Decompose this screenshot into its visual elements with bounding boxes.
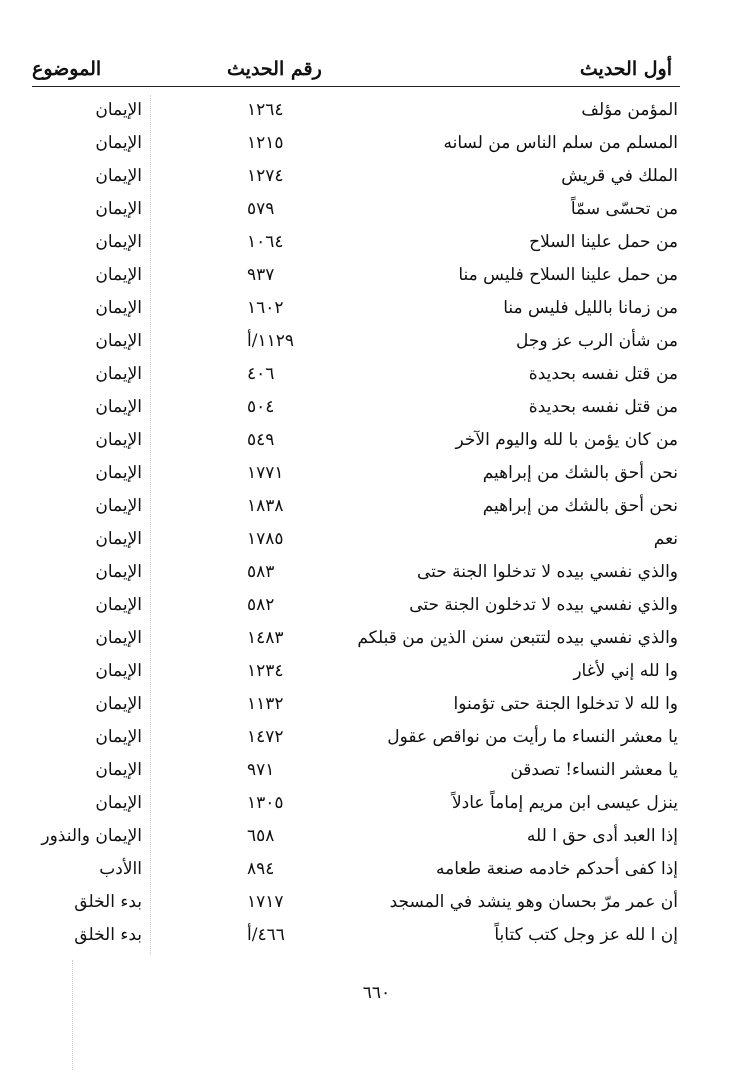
- hadith-opening: والذي نفسي بيده لا تدخلوا الجنة حتى: [416, 562, 678, 582]
- table-row: [32, 656, 680, 689]
- hadith-opening: والذي نفسي بيده لا تدخلون الجنة حتى: [409, 595, 678, 615]
- hadith-topic: الإيمان: [95, 133, 142, 153]
- hadith-topic: الإيمان: [95, 430, 142, 450]
- table-row: [32, 557, 680, 590]
- hadith-opening: يا معشر النساء! تصدقن: [510, 760, 678, 780]
- hadith-number: ٥٨٣: [247, 562, 275, 582]
- hadith-topic: الإيمان: [95, 397, 142, 417]
- hadith-number: ١١٣٢: [247, 694, 284, 714]
- hadith-opening: ينزل عيسى ابن مريم إماماً عادلاً: [451, 793, 678, 813]
- hadith-number: ٨٩٤: [247, 859, 275, 879]
- header-hadith-number: رقم الحديث: [227, 58, 322, 80]
- table-row: [32, 161, 680, 194]
- hadith-topic: الإيمان: [95, 496, 142, 516]
- scan-artifact-line: [72, 960, 73, 1070]
- hadith-topic: الإيمان: [95, 232, 142, 252]
- table-row: [32, 623, 680, 656]
- hadith-opening: إذا كفى أحدكم خادمه صنعة طعامه: [436, 859, 678, 879]
- table-row: [32, 458, 680, 491]
- hadith-number: ١٨٣٨: [247, 496, 284, 516]
- hadith-topic: االأدب: [99, 859, 142, 879]
- hadith-topic: الإيمان والنذور: [41, 826, 142, 846]
- hadith-topic: الإيمان: [95, 562, 142, 582]
- hadith-number: ٥٠٤: [247, 397, 275, 417]
- index-table: [32, 95, 680, 953]
- header-topic: الموضوع: [32, 58, 102, 80]
- hadith-opening: إن ا لله عز وجل كتب كتاباً: [494, 925, 678, 945]
- header-first-hadith: أول الحديث: [579, 58, 672, 80]
- hadith-opening: نحن أحق بالشك من إبراهيم: [482, 463, 678, 483]
- hadith-topic: الإيمان: [95, 298, 142, 318]
- hadith-number: ١٧١٧: [247, 892, 284, 912]
- hadith-opening: من شأن الرب عز وجل: [516, 331, 678, 351]
- hadith-opening: يا معشر النساء ما رأيت من نواقص عقول: [387, 727, 678, 747]
- hadith-opening: إذا العبد أدى حق ا لله: [526, 826, 678, 846]
- table-row: [32, 755, 680, 788]
- hadith-topic: الإيمان: [95, 166, 142, 186]
- hadith-opening: وا لله لا تدخلوا الجنة حتى تؤمنوا: [453, 694, 678, 714]
- hadith-topic: الإيمان: [95, 595, 142, 615]
- hadith-topic: الإيمان: [95, 694, 142, 714]
- table-row: [32, 722, 680, 755]
- hadith-opening: من حمل علينا السلاح فليس منا: [458, 265, 678, 285]
- hadith-opening: نحن أحق بالشك من إبراهيم: [482, 496, 678, 516]
- hadith-topic: الإيمان: [95, 727, 142, 747]
- table-row: [32, 227, 680, 260]
- hadith-opening: أن عمر مرّ بحسان وهو ينشد في المسجد: [389, 892, 678, 912]
- hadith-number: ١٠٦٤: [247, 232, 284, 252]
- hadith-number: ١٢٧٤: [247, 166, 284, 186]
- hadith-number: ١٧٨٥: [247, 529, 284, 549]
- hadith-topic: الإيمان: [95, 529, 142, 549]
- hadith-number: ١٦٠٢: [247, 298, 284, 318]
- hadith-number: ١٢٦٤: [247, 100, 284, 120]
- hadith-opening: وا لله إني لأغار: [573, 661, 678, 681]
- hadith-opening: من قتل نفسه بحديدة: [528, 397, 678, 417]
- hadith-opening: من قتل نفسه بحديدة: [528, 364, 678, 384]
- hadith-topic: الإيمان: [95, 661, 142, 681]
- page-number: ٦٦٠: [362, 983, 391, 1003]
- hadith-opening: من كان يؤمن با لله واليوم الآخر: [455, 430, 678, 450]
- table-row: [32, 887, 680, 920]
- hadith-topic: الإيمان: [95, 793, 142, 813]
- hadith-number: ٩٧١: [247, 760, 275, 780]
- table-row: [32, 524, 680, 557]
- table-row: [32, 260, 680, 293]
- hadith-number: ٤٦٦/أ: [247, 925, 285, 945]
- table-row: [32, 491, 680, 524]
- table-row: [32, 590, 680, 623]
- hadith-number: ١٧٧١: [247, 463, 284, 483]
- table-row: [32, 326, 680, 359]
- hadith-number: ١٢٣٤: [247, 661, 284, 681]
- hadith-number: ١٣٠٥: [247, 793, 284, 813]
- hadith-opening: نعم: [653, 529, 678, 549]
- hadith-topic: الإيمان: [95, 265, 142, 285]
- hadith-topic: الإيمان: [95, 628, 142, 648]
- hadith-number: ٥٨٢: [247, 595, 275, 615]
- hadith-opening: المسلم من سلم الناس من لسانه: [443, 133, 678, 153]
- hadith-opening: المؤمن مؤلف: [581, 100, 678, 120]
- hadith-number: ٤٠٦: [247, 364, 275, 384]
- hadith-topic: الإيمان: [95, 760, 142, 780]
- hadith-topic: الإيمان: [95, 100, 142, 120]
- table-row: [32, 128, 680, 161]
- hadith-topic: الإيمان: [95, 364, 142, 384]
- table-row: [32, 392, 680, 425]
- hadith-number: ٥٧٩: [247, 199, 275, 219]
- hadith-opening: من تحسّى سمّاً: [570, 199, 678, 219]
- table-row: [32, 920, 680, 953]
- hadith-topic: بدء الخلق: [74, 892, 142, 912]
- hadith-number: ٥٤٩: [247, 430, 275, 450]
- table-row: [32, 95, 680, 128]
- hadith-number: ١٤٨٣: [247, 628, 284, 648]
- table-row: [32, 821, 680, 854]
- table-row: [32, 293, 680, 326]
- hadith-topic: بدء الخلق: [74, 925, 142, 945]
- table-row: [32, 788, 680, 821]
- hadith-number: ١٤٧٢: [247, 727, 284, 747]
- table-header: [32, 50, 680, 87]
- hadith-topic: الإيمان: [95, 199, 142, 219]
- hadith-number: ١١٢٩/أ: [247, 331, 294, 351]
- hadith-topic: الإيمان: [95, 463, 142, 483]
- hadith-opening: من حمل علينا السلاح: [529, 232, 678, 252]
- hadith-number: ٦٥٨: [247, 826, 275, 846]
- hadith-opening: من زمانا بالليل فليس منا: [503, 298, 678, 318]
- table-row: [32, 425, 680, 458]
- hadith-topic: الإيمان: [95, 331, 142, 351]
- table-row: [32, 359, 680, 392]
- hadith-opening: والذي نفسي بيده لتتبعن سنن الذين من قبلكم: [357, 628, 678, 648]
- hadith-number: ١٢١٥: [247, 133, 284, 153]
- table-row: [32, 194, 680, 227]
- hadith-number: ٩٣٧: [247, 265, 275, 285]
- hadith-opening: الملك في قريش: [561, 166, 678, 186]
- table-row: [32, 854, 680, 887]
- table-row: [32, 689, 680, 722]
